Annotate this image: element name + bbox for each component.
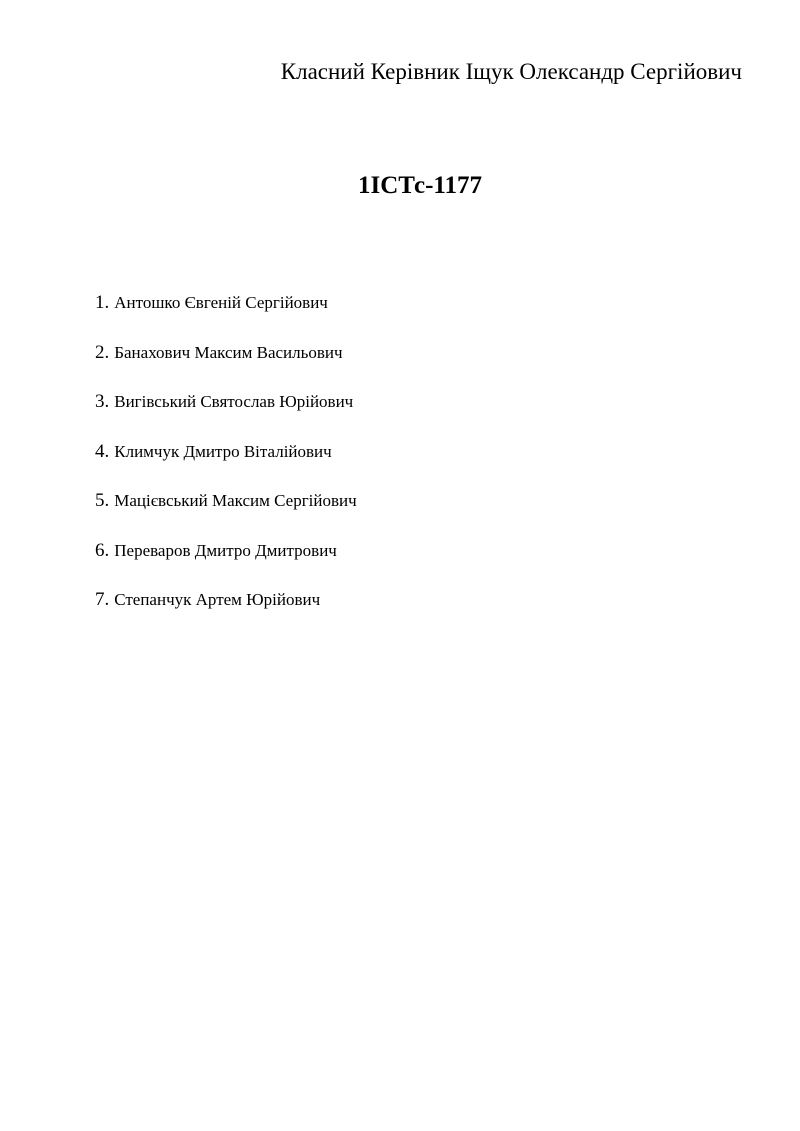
- list-item: [95, 390, 357, 440]
- list-item: [95, 291, 357, 341]
- list-item-number: 2.: [95, 341, 110, 363]
- list-item-number: 3.: [95, 391, 110, 412]
- list-item: [95, 539, 357, 589]
- class-teacher-heading: Класний Керівник Іщук Олександр Сергійович: [280, 59, 742, 84]
- list-item-number: 4.: [95, 440, 110, 462]
- list-item-number: 6.: [95, 539, 110, 561]
- student-name: Мацієвський Максим Сергійович: [114, 491, 357, 510]
- student-name: Вигівський Святослав Юрійович: [114, 392, 354, 411]
- student-name: Степанчук Артем Юрійович: [114, 590, 321, 609]
- list-item: [95, 588, 357, 638]
- student-name: Банахович Максим Васильович: [114, 342, 343, 362]
- student-name: Переваров Дмитро Дмитрович: [114, 540, 337, 560]
- group-title: 1ІСТс-1177: [357, 172, 483, 199]
- list-item-number: 7.: [95, 589, 110, 610]
- list-item-number: 5.: [95, 490, 110, 511]
- list-item: [95, 341, 357, 391]
- student-name: Антошко Євгеній Сергійович: [114, 293, 328, 312]
- list-item: [95, 489, 357, 539]
- list-item-number: 1.: [95, 292, 110, 313]
- list-item: [95, 440, 357, 490]
- student-list: [95, 291, 357, 638]
- student-name: Климчук Дмитро Віталійович: [114, 441, 332, 461]
